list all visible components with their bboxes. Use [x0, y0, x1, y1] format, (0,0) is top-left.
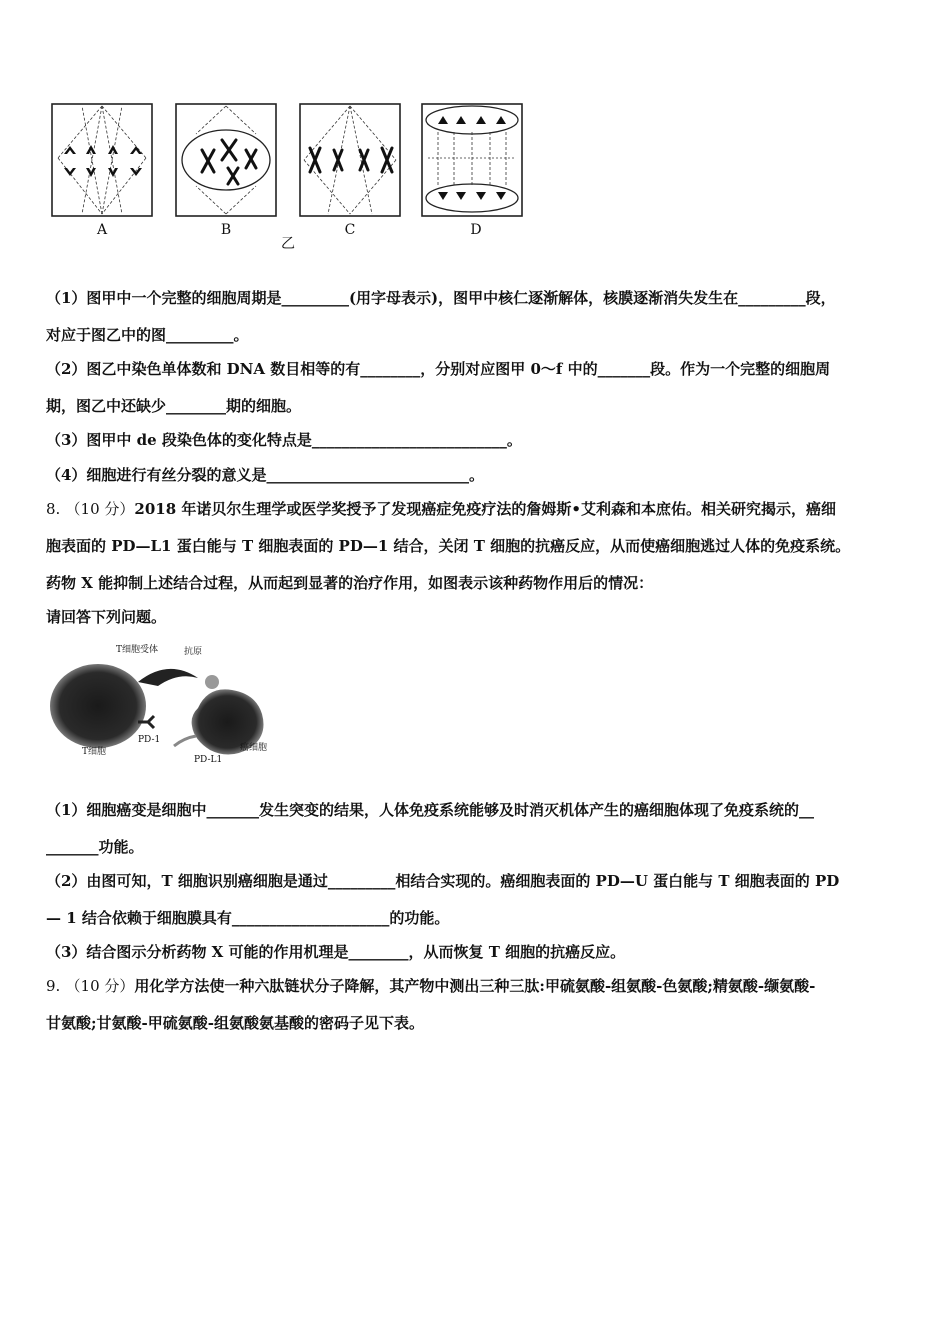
label-antigen: 抗原 — [184, 647, 203, 657]
q8-number: 8. — [46, 500, 61, 518]
label-pdl1: PD-L1 — [194, 755, 223, 765]
label-a: A — [96, 222, 108, 238]
label-cancer: 癌细胞 — [240, 743, 268, 753]
q8-part1-line1: （1）细胞癌变是细胞中_______发生突变的结果，人体免疫系统能够及时消灭机体产生的癌细胞体现了免疫系统的__ — [46, 801, 814, 819]
q9-text1: 用化学方法使一种六肽链状分子降解，其产物中测出三种三肽:甲硫氨酸-组氨酸-色氨酸;精氨酸-缬氨酸- — [134, 977, 816, 995]
label-tcell: T细胞 — [82, 747, 107, 757]
q8-text1: 2018 年诺贝尔生理学或医学奖授予了发现癌症免疫疗法的詹姆斯•艾利森和本庶佑。相关研究揭示，癌细 — [134, 500, 836, 518]
label-receptor: T细胞受体 — [116, 645, 159, 655]
immune-figure — [46, 638, 286, 768]
q9-score: （10 分） — [65, 977, 135, 995]
figure-caption: 乙 — [281, 236, 295, 252]
mitosis-figure — [46, 98, 546, 258]
q7-part2-line1: （2）图乙中染色单体数和 DNA 数目相等的有________，分别对应图甲 0～f 中的_______段。作为一个完整的细胞周 — [46, 360, 831, 378]
q8-part2-line1: （2）由图可知，T 细胞识别癌细胞是通过_________相结合实现的。癌细胞表面的 PD—U 蛋白能与 T 细胞表面的 PD — [46, 872, 840, 890]
q7-part4: （4）细胞进行有丝分裂的意义是___________________________。 — [46, 466, 484, 484]
q8-prompt: 请回答下列问题。 — [46, 608, 167, 626]
q8-intro-line3: 药物 X 能抑制上述结合过程，从而起到显著的治疗作用，如图表示该种药物作用后的情况： — [46, 574, 654, 592]
label-c: C — [344, 222, 356, 238]
q7-part1-line1: （1）图甲中一个完整的细胞周期是_________(用字母表示)，图甲中核仁逐渐解体，核膜逐渐消失发生在_________段， — [46, 289, 836, 307]
q8-part3: （3）结合图示分析药物 X 可能的作用机理是________，从而恢复 T 细胞的抗癌反应。 — [46, 943, 626, 961]
q8-part1-line2: _______功能。 — [46, 838, 144, 856]
label-pd1: PD-1 — [138, 735, 161, 745]
q9-line2: 甘氨酸;甘氨酸-甲硫氨酸-组氨酸氨基酸的密码子见下表。 — [46, 1014, 424, 1032]
q7-part1-line2: 对应于图乙中的图_________。 — [46, 326, 249, 344]
q7-part3: （3）图甲中 de 段染色体的变化特点是__________________________。 — [46, 431, 522, 449]
label-b: B — [220, 222, 232, 238]
q8-part2-line2: — 1 结合依赖于细胞膜具有_____________________的功能。 — [46, 909, 450, 927]
label-d: D — [470, 222, 482, 238]
q9-line1 — [46, 976, 910, 996]
q8-intro-line1 — [46, 499, 910, 519]
q7-part2-line2: 期，图乙中还缺少________期的细胞。 — [46, 397, 302, 415]
q9-number: 9. — [46, 977, 61, 995]
q8-score: （10 分） — [65, 500, 135, 518]
q8-intro-line2: 胞表面的 PD—L1 蛋白能与 T 细胞表面的 PD—1 结合，关闭 T 细胞的抗癌反应，从而使癌细胞逃过人体的免疫系统。 — [46, 537, 851, 555]
